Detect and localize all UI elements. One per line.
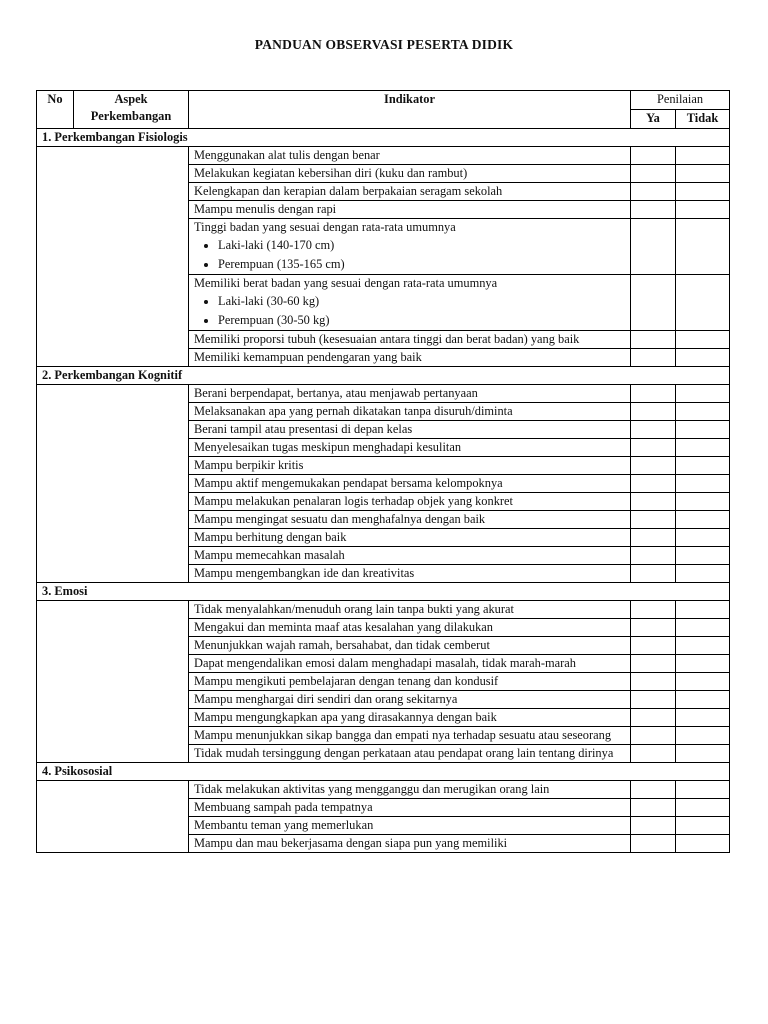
indicator-cell: [189, 709, 631, 727]
checkbox-cell-tidak[interactable]: [675, 457, 729, 475]
checkbox-cell-tidak[interactable]: [675, 421, 729, 439]
indicator-text: Mampu aktif mengemukakan pendapat bersama kelompoknya: [194, 476, 503, 490]
checkbox-cell-ya[interactable]: [630, 385, 675, 403]
indicator-text: Mengakui dan meminta maaf atas kesalahan yang dilakukan: [194, 620, 493, 634]
checkbox-cell-tidak[interactable]: [675, 547, 729, 565]
aspect-cell: [37, 601, 189, 763]
indicator-text: Kelengkapan dan kerapian dalam berpakaian seragam sekolah: [194, 184, 503, 198]
checkbox-cell-ya[interactable]: [630, 219, 675, 275]
indicator-cell: [189, 493, 631, 511]
checkbox-cell-tidak[interactable]: [675, 601, 729, 619]
section-label: 4. Psikososial: [37, 763, 730, 781]
checkbox-cell-tidak[interactable]: [675, 349, 729, 367]
checkbox-cell-tidak[interactable]: [675, 655, 729, 673]
indicator-text: Membuang sampah pada tempatnya: [194, 800, 373, 814]
table-body: [37, 129, 730, 853]
checkbox-cell-ya[interactable]: [630, 673, 675, 691]
section-row: [37, 367, 730, 385]
indicator-text: Mampu dan mau bekerjasama dengan siapa pun yang memiliki: [194, 836, 508, 850]
checkbox-cell-tidak[interactable]: [675, 275, 729, 331]
checkbox-cell-tidak[interactable]: [675, 565, 729, 583]
indicator-cell: [189, 147, 631, 165]
checkbox-cell-tidak[interactable]: [675, 781, 729, 799]
checkbox-cell-ya[interactable]: [630, 727, 675, 745]
checkbox-cell-tidak[interactable]: [675, 165, 729, 183]
indicator-bullet-list: [194, 236, 625, 274]
indicator-cell: [189, 835, 631, 853]
checkbox-cell-ya[interactable]: [630, 493, 675, 511]
indicator-cell: [189, 219, 631, 275]
checkbox-cell-ya[interactable]: [630, 457, 675, 475]
indicator-cell: [189, 331, 631, 349]
checkbox-cell-ya[interactable]: [630, 511, 675, 529]
indicator-row: [37, 781, 730, 799]
indicator-cell: [189, 439, 631, 457]
indicator-cell: [189, 275, 631, 331]
indicator-text: Mampu berhitung dengan baik: [194, 530, 347, 544]
checkbox-cell-ya[interactable]: [630, 637, 675, 655]
checkbox-cell-tidak[interactable]: [675, 439, 729, 457]
indicator-cell: [189, 781, 631, 799]
indicator-text: Menyelesaikan tugas meskipun menghadapi kesulitan: [194, 440, 462, 454]
indicator-text: Mampu mengembangkan ide dan kreativitas: [194, 566, 415, 580]
indicator-cell: [189, 529, 631, 547]
indicator-cell: [189, 817, 631, 835]
header-ya: Ya: [630, 110, 675, 129]
indicator-text: Dapat mengendalikan emosi dalam menghadapi masalah, tidak marah-marah: [194, 656, 576, 670]
indicator-cell: [189, 403, 631, 421]
indicator-cell: [189, 727, 631, 745]
checkbox-cell-tidak[interactable]: [675, 745, 729, 763]
checkbox-cell-ya[interactable]: [630, 565, 675, 583]
indicator-cell: [189, 673, 631, 691]
indicator-cell: [189, 511, 631, 529]
checkbox-cell-tidak[interactable]: [675, 219, 729, 275]
indicator-row: [37, 147, 730, 165]
checkbox-cell-tidak[interactable]: [675, 691, 729, 709]
indicator-text: Berani berpendapat, bertanya, atau menjawab pertanyaan: [194, 386, 478, 400]
checkbox-cell-ya[interactable]: [630, 475, 675, 493]
checkbox-cell-tidak[interactable]: [675, 619, 729, 637]
indicator-text: Mampu menunjukkan sikap bangga dan empati nya terhadap sesuatu atau seseorang: [194, 728, 612, 742]
checkbox-cell-tidak[interactable]: [675, 817, 729, 835]
checkbox-cell-tidak[interactable]: [675, 183, 729, 201]
indicator-row: [37, 601, 730, 619]
checkbox-cell-tidak[interactable]: [675, 493, 729, 511]
aspect-cell: [37, 147, 189, 367]
indicator-cell: [189, 421, 631, 439]
indicator-text: Tidak melakukan aktivitas yang mengganggu dan merugikan orang lain: [194, 782, 550, 796]
indicator-text: Melakukan kegiatan kebersihan diri (kuku dan rambut): [194, 166, 468, 180]
indicator-cell: [189, 385, 631, 403]
checkbox-cell-ya[interactable]: [630, 147, 675, 165]
indicator-text: Melaksanakan apa yang pernah dikatakan tanpa disuruh/diminta: [194, 404, 513, 418]
checkbox-cell-tidak[interactable]: [675, 799, 729, 817]
checkbox-cell-tidak[interactable]: [675, 331, 729, 349]
indicator-text: Mampu mengingat sesuatu dan menghafalnya dengan baik: [194, 512, 486, 526]
indicator-cell: [189, 475, 631, 493]
checkbox-cell-ya[interactable]: [630, 547, 675, 565]
aspect-cell: [37, 385, 189, 583]
section-row: [37, 763, 730, 781]
checkbox-cell-ya[interactable]: [630, 691, 675, 709]
indicator-cell: [189, 547, 631, 565]
checkbox-cell-ya[interactable]: [630, 275, 675, 331]
header-aspek: Aspek Perkembangan: [74, 91, 189, 129]
checkbox-cell-ya[interactable]: [630, 403, 675, 421]
checkbox-cell-tidak[interactable]: [675, 403, 729, 421]
indicator-text: Memiliki kemampuan pendengaran yang baik: [194, 350, 422, 364]
indicator-text: Mampu menulis dengan rapi: [194, 202, 337, 216]
aspect-cell: [37, 781, 189, 853]
indicator-cell: [189, 655, 631, 673]
header-tidak: Tidak: [675, 110, 729, 129]
indicator-cell: [189, 565, 631, 583]
section-label: 3. Emosi: [37, 583, 730, 601]
checkbox-cell-ya[interactable]: [630, 331, 675, 349]
indicator-text: Memiliki berat badan yang sesuai dengan rata-rata umumnya: [194, 276, 498, 290]
section-label: 1. Perkembangan Fisiologis: [37, 129, 730, 147]
section-label: 2. Perkembangan Kognitif: [37, 367, 730, 385]
header-no: No: [37, 91, 74, 129]
indicator-text: Tidak menyalahkan/menuduh orang lain tanpa bukti yang akurat: [194, 602, 514, 616]
indicator-text: Menggunakan alat tulis dengan benar: [194, 148, 380, 162]
indicator-cell: [189, 349, 631, 367]
indicator-text: Mampu menghargai diri sendiri dan orang sekitarnya: [194, 692, 458, 706]
checkbox-cell-ya[interactable]: [630, 799, 675, 817]
indicator-bullet: • Perempuan (30-50 kg): [218, 311, 625, 330]
indicator-text: Mampu memecahkan masalah: [194, 548, 345, 562]
indicator-bullet: • Laki-laki (30-60 kg): [218, 292, 625, 311]
checkbox-cell-ya[interactable]: [630, 781, 675, 799]
checkbox-cell-ya[interactable]: [630, 165, 675, 183]
indicator-text: Menunjukkan wajah ramah, bersahabat, dan tidak cemberut: [194, 638, 490, 652]
checkbox-cell-ya[interactable]: [630, 709, 675, 727]
indicator-bullet-list: [194, 292, 625, 330]
header-indikator: Indikator: [189, 91, 631, 129]
checkbox-cell-ya[interactable]: [630, 529, 675, 547]
checkbox-cell-tidak[interactable]: [675, 637, 729, 655]
checkbox-cell-ya[interactable]: [630, 439, 675, 457]
indicator-cell: [189, 799, 631, 817]
checkbox-cell-tidak[interactable]: [675, 673, 729, 691]
indicator-cell: [189, 619, 631, 637]
document-title: PANDUAN OBSERVASI PESERTA DIDIK: [254, 37, 514, 52]
indicator-text: Mampu mengikuti pembelajaran dengan tenang dan kondusif: [194, 674, 499, 688]
indicator-text: Tidak mudah tersinggung dengan perkataan atau pendapat orang lain tentang dirinya: [194, 746, 614, 760]
checkbox-cell-ya[interactable]: [630, 655, 675, 673]
indicator-text: Memiliki proporsi tubuh (kesesuaian antara tinggi dan berat badan) yang baik: [194, 332, 580, 346]
indicator-text: Mampu mengungkapkan apa yang dirasakannya dengan baik: [194, 710, 497, 724]
indicator-cell: [189, 201, 631, 219]
checkbox-cell-tidak[interactable]: [675, 709, 729, 727]
checkbox-cell-tidak[interactable]: [675, 201, 729, 219]
indicator-cell: [189, 637, 631, 655]
checkbox-cell-ya[interactable]: [630, 183, 675, 201]
observation-table: [36, 90, 730, 853]
checkbox-cell-tidak[interactable]: [675, 529, 729, 547]
indicator-cell: [189, 457, 631, 475]
indicator-bullet: • Perempuan (135-165 cm): [218, 255, 625, 274]
indicator-text: Berani tampil atau presentasi di depan kelas: [194, 422, 413, 436]
section-row: [37, 583, 730, 601]
indicator-row: [37, 385, 730, 403]
indicator-cell: [189, 745, 631, 763]
indicator-bullet: • Laki-laki (140-170 cm): [218, 236, 625, 255]
indicator-text: Mampu berpikir kritis: [194, 458, 304, 472]
indicator-text: Mampu melakukan penalaran logis terhadap objek yang konkret: [194, 494, 513, 508]
checkbox-cell-ya[interactable]: [630, 201, 675, 219]
checkbox-cell-tidak[interactable]: [675, 511, 729, 529]
checkbox-cell-ya[interactable]: [630, 745, 675, 763]
indicator-cell: [189, 691, 631, 709]
indicator-cell: [189, 601, 631, 619]
checkbox-cell-tidak[interactable]: [675, 475, 729, 493]
checkbox-cell-tidak[interactable]: [675, 385, 729, 403]
checkbox-cell-tidak[interactable]: [675, 727, 729, 745]
header-penilaian: Penilaian: [630, 91, 729, 110]
checkbox-cell-tidak[interactable]: [675, 835, 729, 853]
indicator-cell: [189, 183, 631, 201]
checkbox-cell-ya[interactable]: [630, 601, 675, 619]
checkbox-cell-ya[interactable]: [630, 421, 675, 439]
checkbox-cell-ya[interactable]: [630, 349, 675, 367]
section-row: [37, 129, 730, 147]
indicator-cell: [189, 165, 631, 183]
checkbox-cell-ya[interactable]: [630, 817, 675, 835]
checkbox-cell-tidak[interactable]: [675, 147, 729, 165]
checkbox-cell-ya[interactable]: [630, 619, 675, 637]
checkbox-cell-ya[interactable]: [630, 835, 675, 853]
indicator-text: Tinggi badan yang sesuai dengan rata-rata umumnya: [194, 220, 456, 234]
indicator-text: Membantu teman yang memerlukan: [194, 818, 374, 832]
